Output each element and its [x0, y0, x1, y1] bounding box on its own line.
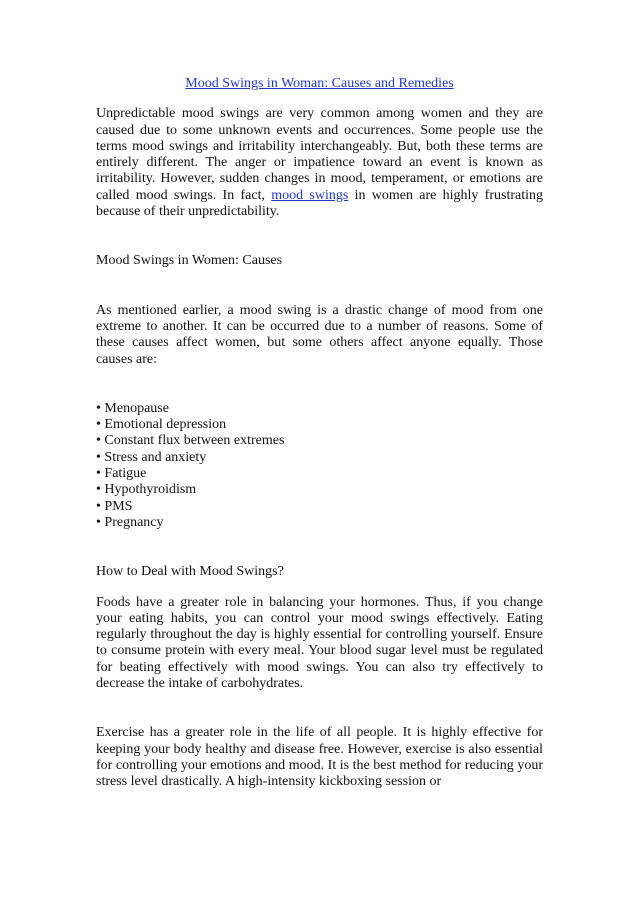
title-link[interactable]: Mood Swings in Woman: Causes and Remedies — [185, 76, 454, 91]
list-item: • Stress and anxiety — [96, 449, 207, 465]
spacer — [96, 692, 543, 725]
list-item: • Menopause — [96, 400, 169, 416]
causes-list — [96, 401, 543, 531]
foods-paragraph: Foods have a greater role in balancing your hormones. Thus, if you change your eating habits, you can control your mood swings effectively. Eating regularly throughout the day is highly essential for controlling yourself. Ensure to consume protein with every meal. Your blood sugar level must be regulated for beating effectively with mood swings. You can also try effectively to decrease the intake of carbohydrates. — [96, 594, 543, 692]
spacer — [96, 368, 543, 401]
list-item: • Constant flux between extremes — [96, 433, 285, 449]
list-item: • Fatigue — [96, 466, 147, 482]
causes-heading: Mood Swings in Women: Causes — [96, 253, 283, 269]
list-item: • Hypothyroidism — [96, 482, 197, 498]
intro-text-after-link: in women are highly frustrating because of their unpredictability. — [96, 187, 543, 220]
spacer — [96, 531, 543, 564]
mood-swings-link[interactable]: mood swings — [271, 187, 349, 203]
exercise-paragraph: Exercise has a greater role in the life of all people. It is highly effective for keeping your body healthy and disease free. However, exercise is also essential for controlling your emotions and mood. It is the best method for reducing your stress level drastically. A high-intensity kickboxing session or — [96, 725, 543, 790]
document-title — [96, 76, 543, 92]
list-item: • PMS — [96, 498, 133, 514]
deal-heading: How to Deal with Mood Swings? — [96, 564, 284, 580]
document-page — [96, 76, 543, 791]
spacer — [96, 220, 543, 253]
list-item: • Emotional depression — [96, 417, 227, 433]
intro-paragraph — [96, 106, 543, 220]
spacer — [96, 270, 543, 303]
causes-paragraph: As mentioned earlier, a mood swing is a drastic change of mood from one extreme to another. It can be occurred due to a number of reasons. Some of these causes affect women, but some others affect anyone equally. Those causes are: — [96, 302, 543, 367]
list-item: • Pregnancy — [96, 514, 164, 530]
intro-text-before-link: Unpredictable mood swings are very common among women and they are caused due to some unknown events and occurrences. Some people use the terms mood swings and irritability interchangeably. But, both these terms are entirely different. The anger or impatience toward an event is known as irritability. However, sudden changes in mood, temperament, or emotions are called mood swings. In fact, — [96, 106, 543, 203]
spacer — [96, 581, 543, 595]
